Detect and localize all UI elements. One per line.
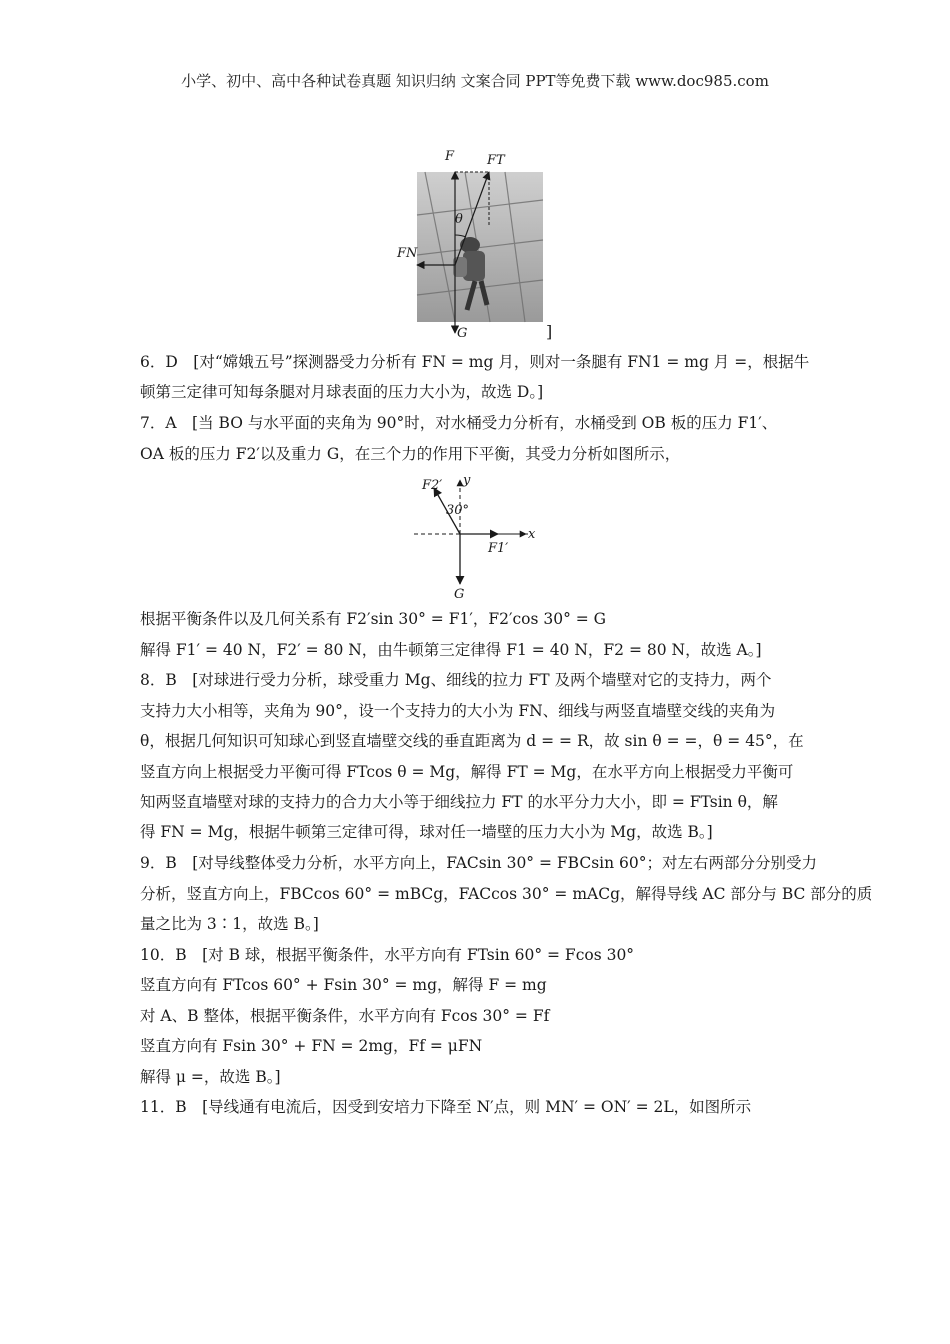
label-theta: θ [455,212,463,227]
solution-line: 分析，竖直方向上，FBCcos 60° = mBCg，FACcos 30° = mACg，解得导线 AC 部分与 BC 部分的质 [140,885,873,903]
solution-line: 根据平衡条件以及几何关系有 F2′sin 30° = F1′，F2′cos 30° = G [140,610,607,628]
solution-line: 解得 F1′ = 40 N，F2′ = 80 N，由牛顿第三定律得 F1 = 40 N，F2 = 80 N，故选 A。] [140,641,762,659]
solution-line: 对 A、B 整体，根据平衡条件，水平方向有 Fcos 30° = Ff [140,1007,550,1025]
label-y: y [463,473,471,488]
solution-line: 量之比为 3∶1，故选 B。] [140,915,319,933]
label-g: G [457,326,468,341]
solution-line: OA 板的压力 F2′以及重力 G，在三个力的作用下平衡，其受力分析如图所示， [140,445,681,463]
solution-line: 竖直方向上根据受力平衡可得 FTcos θ = Mg，解得 FT = Mg，在水平方向上根据受力平衡可 [140,763,794,781]
solution-line: 7．A [当 BO 与水平面的夹角为 90°时，对水桶受力分析有，水桶受到 OB 板的压力 F1′、 [140,414,778,432]
label-f2: F2′ [422,478,443,493]
solution-line: 竖直方向有 Fsin 30° + FN = 2mg，Ff = μFN [140,1037,483,1055]
solution-line: 6．D [对“嫦娥五号”探测器受力分析有 FN = mg 月，则对一条腿有 FN1 = mg 月 =，根据牛 [140,353,810,371]
figure-1-force-diagram [395,145,555,345]
figure-2-force-diagram [410,472,550,602]
solution-line: 知两竖直墙壁对球的支持力的合力大小等于细线拉力 FT 的水平分力大小，即 = FTsin θ，解 [140,793,778,811]
solution-line: 8．B [对球进行受力分析，球受重力 Mg、细线的拉力 FT 及两个墙壁对它的支持力，两个 [140,671,772,689]
label-g: G [454,587,465,602]
solution-line: θ，根据几何知识可知球心到竖直墙壁交线的垂直距离为 d = = R，故 sin θ = =，θ = 45°，在 [140,732,804,750]
solution-line: 得 FN = Mg，根据牛顿第三定律可得，球对任一墙壁的压力大小为 Mg，故选 B。] [140,823,713,841]
solution-line: 支持力大小相等，夹角为 90°，设一个支持力的大小为 FN、细线与两竖直墙壁交线的夹角为 [140,702,776,720]
label-ft: FT [487,153,505,168]
solution-line: 9．B [对导线整体受力分析，水平方向上，FACsin 30° = FBCsin 60°；对左右两部分分别受力 [140,854,817,872]
solution-line: 10．B [对 B 球，根据平衡条件，水平方向有 FTsin 60° = Fcos 30° [140,946,635,964]
label-f: F [445,149,455,164]
label-f1: F1′ [488,541,509,556]
label-angle: 30° [446,503,470,518]
figure-1-closing-bracket: ] [546,322,553,341]
label-x: x [528,527,536,542]
solution-line: 11．B [导线通有电流后，因受到安培力下降至 N′点，则 MN′ = ON′ = 2L，如图所示 [140,1098,752,1116]
solution-line: 竖直方向有 FTcos 60° + Fsin 30° = mg，解得 F = mg [140,976,547,994]
solution-line: 解得 μ =，故选 B。] [140,1068,281,1086]
page-header: 小学、初中、高中各种试卷真题 知识归纳 文案合同 PPT等免费下载 www.doc985.com [181,72,769,90]
label-fn: FN [397,246,418,261]
solution-line: 顿第三定律可知每条腿对月球表面的压力大小为，故选 D。] [140,383,544,401]
